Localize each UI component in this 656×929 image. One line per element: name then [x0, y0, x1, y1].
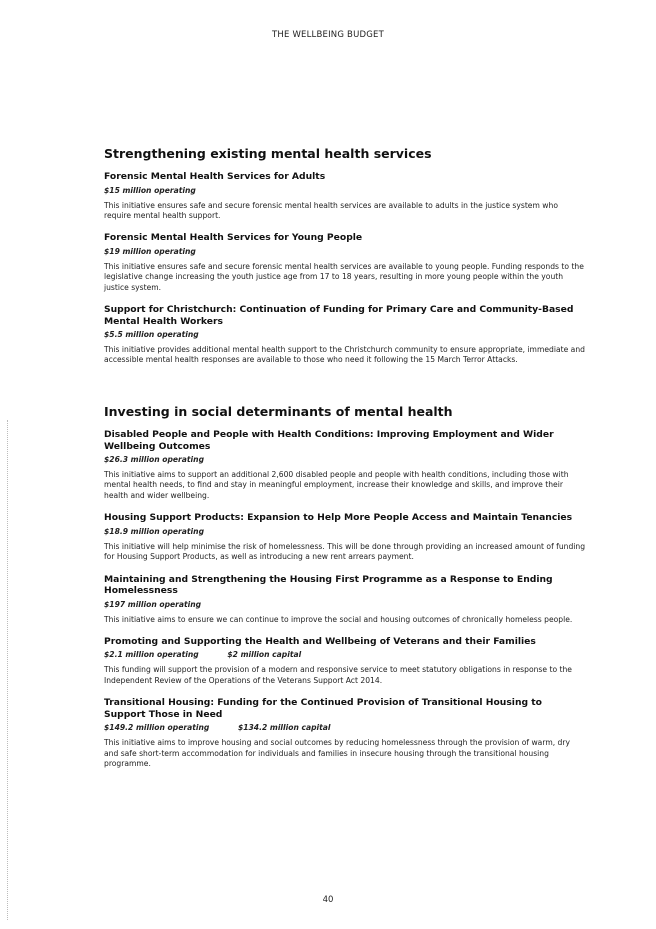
funding-line: [104, 247, 586, 257]
initiative-item: [104, 304, 586, 366]
initiative-title: Support for Christchurch: Continuation of Funding for Primary Care and Community-Based Mental Health Workers: [104, 304, 574, 327]
initiative-description: This initiative will help minimise the risk of homelessness. This will be done through providing an increased amount of funding for Housing Support Products, as well as introducing a new rent arrears payment.: [104, 541, 586, 562]
funding-line: [104, 186, 586, 196]
funding-amount: $2.1 million operating: [104, 650, 199, 660]
funding-line: [104, 455, 586, 465]
page-number: 40: [322, 895, 334, 905]
initiative-title: Forensic Mental Health Services for Young People: [104, 232, 363, 244]
initiative-description: This initiative aims to support an additional 2,600 disabled people and people with health conditions, including those with mental health needs, to find and stay in meaningful employment, increase their knowledge and skills, and improve their health and wider wellbeing.: [104, 470, 569, 500]
funding-line: [104, 330, 586, 340]
initiative-title: Maintaining and Strengthening the Housing First Programme as a Response to Ending Homelessness: [104, 573, 553, 597]
running-header: THE WELLBEING BUDGET: [271, 30, 384, 40]
initiative-item: [104, 574, 586, 625]
initiative-item: [104, 512, 586, 562]
funding-amount: $15 million operating: [104, 185, 196, 195]
funding-amount: $18.9 million operating: [104, 526, 205, 536]
section-heading: Strengthening existing mental health services: [104, 146, 432, 161]
scan-margin-line: [7, 420, 9, 920]
initiative-description: This funding will support the provision of a modern and responsive service to meet statutory obligations in response to the Independent Review of the Operations of the Veterans Support Act 2014.: [104, 665, 572, 685]
section-heading: Investing in social determinants of mental health: [104, 404, 453, 419]
initiative-title: Forensic Mental Health Services for Adults: [104, 171, 326, 182]
initiative-title: Promoting and Supporting the Health and Wellbeing of Veterans and their Families: [104, 635, 536, 647]
initiative-description: This initiative provides additional mental health support to the Christchurch community to ensure appropriate, immediate and accessible mental health responses are available to those who need it following the 15 March Terror Attacks.: [104, 345, 585, 365]
funding-amount: $5.5 million operating: [104, 330, 199, 340]
section-social-determinants: [104, 404, 586, 780]
funding-line: [104, 527, 586, 537]
funding-amount: $134.2 million capital: [237, 723, 331, 733]
section-mental-health-services: [104, 146, 586, 377]
funding-line: [104, 650, 586, 660]
initiative-item: [104, 232, 586, 293]
funding-line: [104, 600, 586, 610]
initiative-description: This initiative ensures safe and secure forensic mental health services are available to young people. Funding responds to the legislative change increasing the youth justice age from 17 to 18 years, resulting in more young people within the youth justice system.: [104, 261, 584, 292]
funding-amount: $19 million operating: [104, 246, 196, 256]
initiative-title: Housing Support Products: Expansion to Help More People Access and Maintain Tenancies: [104, 512, 573, 524]
initiative-item: [104, 171, 586, 221]
funding-amount: $2 million capital: [227, 650, 302, 660]
initiative-description: This initiative ensures safe and secure forensic mental health services are available to adults in the justice system who require mental health support.: [104, 200, 558, 220]
funding-amount: $197 million operating: [104, 599, 202, 609]
initiative-item: [104, 429, 586, 501]
initiative-item: [104, 636, 586, 686]
funding-amount: $149.2 million operating: [104, 723, 210, 733]
initiative-description: This initiative aims to improve housing and social outcomes by reducing homelessness through the provision of warm, dry and safe short-term accommodation for individuals and families in insecure housing through the transitional housing programme.: [104, 738, 570, 769]
initiative-description: This initiative aims to ensure we can continue to improve the social and housing outcomes of chronically homeless people.: [104, 614, 573, 624]
initiative-title: Disabled People and People with Health Conditions: Improving Employment and Wider Wellbeing Outcomes: [104, 429, 554, 452]
funding-line: [104, 723, 586, 733]
initiative-title: Transitional Housing: Funding for the Continued Provision of Transitional Housing to Support Those in Need: [104, 697, 542, 720]
funding-amount: $26.3 million operating: [104, 455, 205, 464]
initiative-item: [104, 697, 586, 769]
